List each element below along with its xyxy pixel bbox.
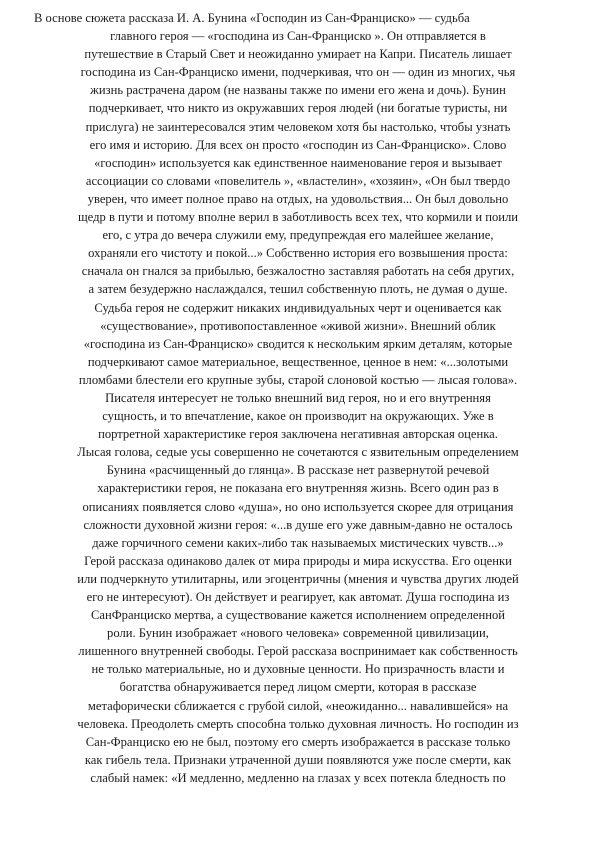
text-line: прислуга) не заинтересовался этим человеком хотя бы настолько, чтобы узнать [85, 119, 511, 134]
text-line: сложности духовной жизни героя: «...в душе его уже давным-давно не осталось [83, 517, 513, 532]
text-line: как гибель тела. Признаки утраченной души появляются уже после смерти, как [84, 752, 512, 767]
text-line: его, с утра до вечера служили ему, предупреждая его малейшее желание, [102, 228, 494, 243]
text-line: метафорически сближается с грубой силой, «неожиданно... навалившейся» на [87, 698, 509, 713]
text-line: человека. Преодолеть смерть способна только духовная личность. Но господин из [77, 716, 519, 731]
text-line: главного героя — «господина из Сан-Франциско ». Он отправляется в [110, 29, 486, 44]
text-line: слабый намек: «И медленно, медленно на глазах у всех потекла бледность по [90, 770, 506, 785]
text-line: «господина из Сан-Франциско» сводится к нескольким ярким деталям, которые [83, 336, 513, 351]
text-line: а затем безудержно наслаждался, тешил собственную плоть, не думая о душе. [88, 282, 508, 297]
text-line: ассоциации со словами «повелитель », «властелин», «хозяин», «Он был твердо [85, 173, 511, 188]
text-line: характеристики героя, не показана его внутренняя жизнь. Всего один раз в [97, 481, 499, 496]
text-line: его не интересуют). Он действует и реагирует, как автомат. Душа господина из [86, 590, 510, 604]
text-line: его имя и историю. Для всех он просто «господин из Сан-Франциско». Слово [89, 137, 507, 152]
text-line: сначала он гнался за прибылью, безжалостно заставляя работать на себя других, [81, 264, 515, 279]
text-line: подчеркивает, что никто из окружавших героя людей (ни богатые туристы, ни [88, 101, 508, 116]
text-line: или подчеркнуто утилитарны, или эгоцентричны (мнения и чувства других людей [77, 571, 519, 586]
text-line: уверен, что имеет полное право на отдых, на удовольствия... Он был довольно [87, 191, 509, 206]
text-line: «господин» используется как единственное наименование героя и вызывает [94, 155, 502, 170]
text-line: пломбами блестели его крупные зубы, старой слоновой костью — лысая голова». [78, 372, 518, 387]
text-line: Лысая голова, седые усы совершенно не сочетаются с язвительным определением [77, 445, 519, 460]
text-line: Судьба героя не содержит никаких индивидуальных черт и оценивается как [94, 300, 502, 315]
text-line: роли. Бунин изображает «нового человека» современной цивилизации, [107, 626, 489, 641]
text-line: даже горчичного семени каких-либо так называемых мистических чувств...» [92, 535, 504, 550]
text-line: подчеркивают самое материальное, вещественное, ценное в нем: «...золотыми [87, 354, 509, 369]
text-line: Сан-Франциско ею не был, поэтому его смерть изображается в рассказе только [85, 734, 511, 749]
text-line: щедр в пути и потому вполне верил в заботливость всех тех, что кормили и поили [77, 210, 519, 225]
text-line: не только материальные, но и духовные ценности. Но призрачность власти и [91, 662, 505, 677]
text-line: Писателя интересует не только внешний вид героя, но и его внутренняя [105, 390, 491, 405]
text-line: «существование», противопоставленное «живой жизни». Внешний облик [100, 318, 496, 333]
text-line: господина из Сан-Франциско имени, подчеркивая, что он — один из многих, чья [80, 65, 516, 80]
text-line: Герой рассказа одинаково далек от мира природы и мира искусства. Его оценки [84, 553, 512, 568]
text-line: Бунина «расчищенный до глянца». В рассказе нет развернутой речевой [106, 463, 490, 478]
text-line: жизнь растрачена даром (не названы также по имени его жена и дочь). Бунин [90, 83, 506, 98]
text-line: В основе сюжета рассказа И. А. Бунина «Господин из Сан-Франциско» — судьба [34, 11, 470, 25]
text-line: портретной характеристике героя заключена негативная авторская оценка. [98, 427, 498, 442]
text-line: богатства обнаруживается перед лицом смерти, которая в рассказе [119, 680, 477, 695]
text-line: сущность, и то впечатление, какое он производит на окружающих. Уже в [102, 409, 494, 424]
text-line: путешествие в Старый Свет и неожиданно умирает на Капри. Писатель лишает [84, 47, 512, 62]
text-line: СанФранциско мертва, а существование кажется исполнением определенной [90, 608, 506, 623]
text-line: описаниях появляется слово «душа», но оно используется скорее для отрицания [82, 499, 514, 514]
text-line: охраняли его чистоту и покой...» Собственно история его возвышения проста: [88, 246, 508, 261]
text-line: лишенного внутренней свободы. Герой рассказа воспринимает как собственность [78, 644, 518, 659]
essay-text [34, 9, 562, 787]
